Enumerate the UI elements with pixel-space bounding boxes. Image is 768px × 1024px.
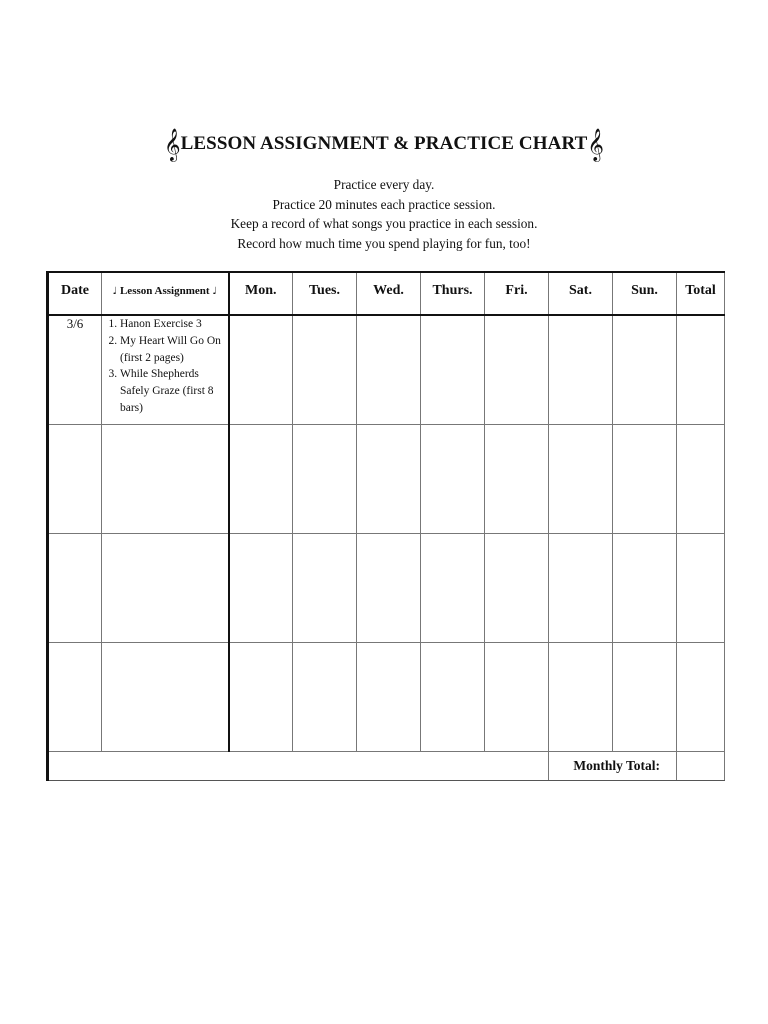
fri-cell[interactable] — [485, 315, 549, 425]
column-header-thu: Thurs. — [421, 272, 485, 315]
fri-cell[interactable] — [485, 534, 549, 643]
column-header-fri: Fri. — [485, 272, 549, 315]
thu-cell[interactable] — [421, 425, 485, 534]
thu-cell[interactable] — [421, 315, 485, 425]
thu-cell[interactable] — [421, 643, 485, 752]
fri-cell[interactable] — [485, 643, 549, 752]
total-row-spacer — [48, 752, 549, 781]
practice-chart-table — [46, 271, 725, 781]
fri-cell[interactable] — [485, 425, 549, 534]
instructions — [0, 175, 768, 253]
treble-clef-icon: 𝄞 — [587, 128, 605, 161]
lesson-assignment-cell[interactable] — [102, 534, 229, 643]
monthly-total-label: Monthly Total: — [549, 752, 677, 781]
assignment-item: 3. While Shepherds Safely Graze (first 8 bars) — [120, 366, 228, 416]
date-cell[interactable] — [48, 643, 102, 752]
instruction-line: Practice every day. — [333, 177, 435, 192]
assignment-item: 1. Hanon Exercise 3 — [120, 316, 228, 333]
wed-cell[interactable] — [357, 643, 421, 752]
tue-cell[interactable] — [293, 534, 357, 643]
mon-cell[interactable] — [229, 315, 293, 425]
mon-cell[interactable] — [229, 425, 293, 534]
tue-cell[interactable] — [293, 425, 357, 534]
sun-cell[interactable] — [613, 315, 677, 425]
total-cell[interactable] — [677, 643, 725, 752]
instruction-line: Keep a record of what songs you practice in each session. — [230, 216, 538, 231]
instruction-line: Record how much time you spend playing for fun, too! — [237, 235, 531, 251]
date-cell[interactable] — [48, 534, 102, 643]
mon-cell[interactable] — [229, 643, 293, 752]
total-cell[interactable] — [677, 534, 725, 643]
column-header-tue: Tues. — [293, 272, 357, 315]
thu-cell[interactable] — [421, 534, 485, 643]
music-note-icon: ♩ — [212, 286, 217, 297]
column-header-sun: Sun. — [613, 272, 677, 315]
tue-cell[interactable] — [293, 643, 357, 752]
date-cell[interactable] — [48, 425, 102, 534]
total-cell[interactable] — [677, 315, 725, 425]
assignment-list — [102, 316, 228, 417]
header-row — [48, 272, 725, 315]
sun-cell[interactable] — [613, 425, 677, 534]
mon-cell[interactable] — [229, 534, 293, 643]
table-row — [48, 643, 725, 752]
date-cell[interactable]: 3/6 — [48, 315, 102, 425]
table-row — [48, 315, 725, 425]
column-header-total: Total — [677, 272, 725, 315]
wed-cell[interactable] — [357, 315, 421, 425]
column-header-date: Date — [48, 272, 102, 315]
wed-cell[interactable] — [357, 425, 421, 534]
lesson-assignment-cell[interactable] — [102, 425, 229, 534]
instruction-line: Practice 20 minutes each practice session. — [272, 196, 496, 212]
assignment-item: 2. My Heart Will Go On (first 2 pages) — [120, 333, 228, 367]
column-header-lesson-assignment — [102, 272, 229, 315]
wed-cell[interactable] — [357, 534, 421, 643]
sat-cell[interactable] — [549, 534, 613, 643]
column-header-wed: Wed. — [357, 272, 421, 315]
lesson-assignment-label: Lesson Assignment — [119, 285, 210, 297]
lesson-assignment-cell[interactable] — [102, 643, 229, 752]
page-title — [0, 128, 768, 162]
table-row — [48, 534, 725, 643]
tue-cell[interactable] — [293, 315, 357, 425]
monthly-total-row — [48, 752, 725, 781]
sat-cell[interactable] — [549, 315, 613, 425]
sun-cell[interactable] — [613, 534, 677, 643]
total-cell[interactable] — [677, 425, 725, 534]
music-note-icon: ♩ — [112, 286, 118, 297]
sun-cell[interactable] — [613, 643, 677, 752]
column-header-mon: Mon. — [229, 272, 293, 315]
treble-clef-icon: 𝄞 — [163, 128, 181, 161]
sat-cell[interactable] — [549, 425, 613, 534]
column-header-sat: Sat. — [549, 272, 613, 315]
lesson-assignment-cell[interactable] — [102, 315, 229, 425]
sat-cell[interactable] — [549, 643, 613, 752]
monthly-total-cell[interactable] — [677, 752, 725, 781]
title-text: LESSON ASSIGNMENT & PRACTICE CHART — [180, 133, 588, 154]
table-row — [48, 425, 725, 534]
